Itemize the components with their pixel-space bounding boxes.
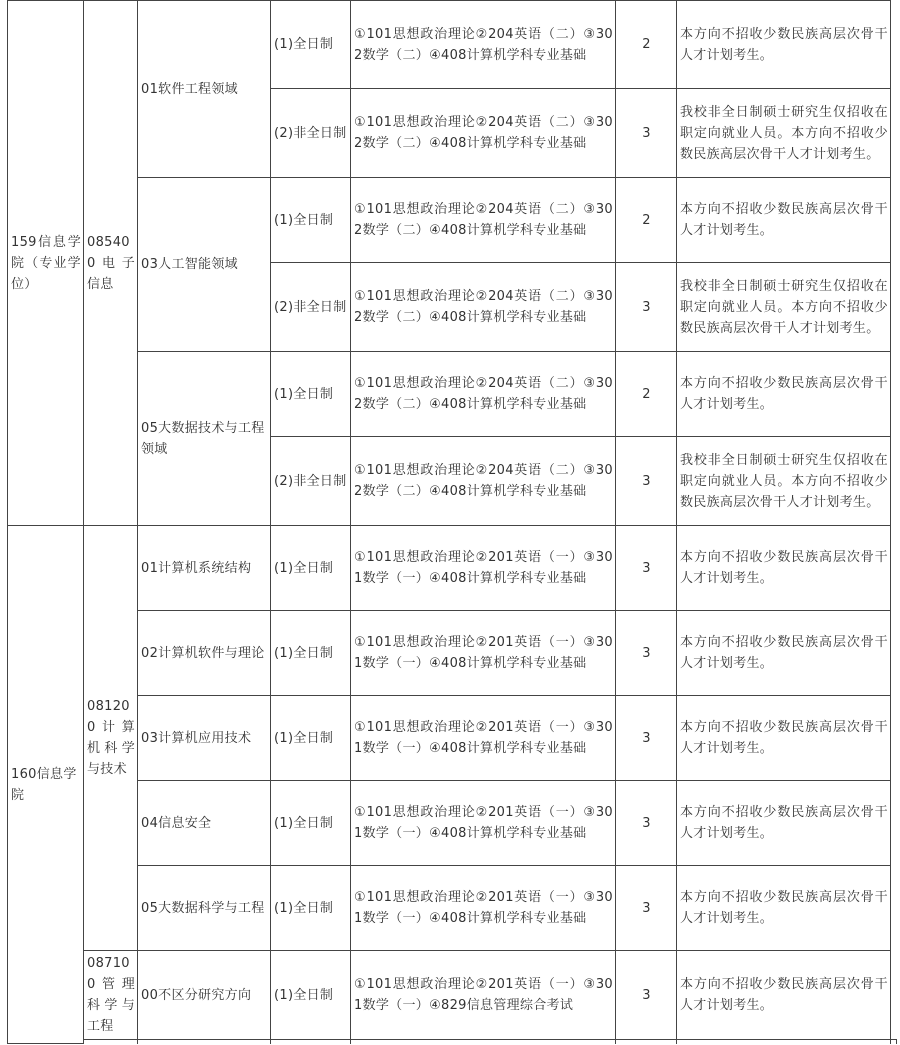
college-cell: 160信息学院 [8, 526, 84, 1044]
quota-cell: 3 [616, 89, 677, 178]
cell [677, 1040, 891, 1044]
note-cell: 本方向不招收少数民族高层次骨干人才计划考生。 [677, 696, 891, 781]
cell [616, 1040, 677, 1044]
cell [271, 1040, 351, 1044]
direction-cell: 03计算机应用技术 [138, 696, 271, 781]
study-mode-cell: (2)非全日制 [271, 89, 351, 178]
table-row [8, 781, 897, 866]
study-mode-cell: (1)全日制 [271, 866, 351, 951]
note-cell: 本方向不招收少数民族高层次骨干人才计划考生。 [677, 1, 891, 89]
study-mode-cell: (1)全日制 [271, 696, 351, 781]
study-mode-cell: (1)全日制 [271, 352, 351, 437]
note-cell: 本方向不招收少数民族高层次骨干人才计划考生。 [677, 866, 891, 951]
note-cell: 我校非全日制硕士研究生仅招收在职定向就业人员。本方向不招收少数民族高层次骨干人才计划考生。 [677, 437, 891, 526]
table-row [8, 611, 897, 696]
note-cell: 本方向不招收少数民族高层次骨干人才计划考生。 [677, 178, 891, 263]
direction-cell: 04信息安全 [138, 781, 271, 866]
direction-cell: 03人工智能领域 [138, 178, 271, 352]
direction-cell: 05大数据科学与工程 [138, 866, 271, 951]
exam-subjects-cell: ①101思想政治理论②204英语（二）③302数学（二）④408计算机学科专业基础 [351, 178, 616, 263]
exam-subjects-cell: ①101思想政治理论②204英语（二）③302数学（二）④408计算机学科专业基础 [351, 352, 616, 437]
direction-cell: 01软件工程领域 [138, 1, 271, 178]
exam-subjects-cell: ①101思想政治理论②204英语（二）③302数学（二）④408计算机学科专业基础 [351, 89, 616, 178]
table-row [8, 696, 897, 781]
note-cell: 本方向不招收少数民族高层次骨干人才计划考生。 [677, 352, 891, 437]
exam-subjects-cell: ①101思想政治理论②201英语（一）③301数学（一）④408计算机学科专业基础 [351, 526, 616, 611]
major-cell: 085400电子信息 [84, 1, 138, 526]
study-mode-cell: (1)全日制 [271, 611, 351, 696]
major-cell: 081200计算机科学与技术 [84, 526, 138, 951]
direction-cell: 02计算机软件与理论 [138, 611, 271, 696]
direction-cell: 05大数据技术与工程领域 [138, 352, 271, 526]
exam-subjects-cell: ①101思想政治理论②204英语（二）③302数学（二）④408计算机学科专业基础 [351, 1, 616, 89]
note-cell: 我校非全日制硕士研究生仅招收在职定向就业人员。本方向不招收少数民族高层次骨干人才计划考生。 [677, 263, 891, 352]
quota-cell: 2 [616, 352, 677, 437]
quota-cell: 2 [616, 1, 677, 89]
study-mode-cell: (1)全日制 [271, 781, 351, 866]
exam-subjects-cell: ①101思想政治理论②201英语（一）③301数学（一）④408计算机学科专业基础 [351, 696, 616, 781]
cell [84, 1040, 138, 1044]
table-row [8, 178, 897, 263]
quota-cell: 3 [616, 437, 677, 526]
exam-subjects-cell: ①101思想政治理论②204英语（二）③302数学（二）④408计算机学科专业基础 [351, 437, 616, 526]
exam-subjects-cell: ①101思想政治理论②201英语（一）③301数学（一）④408计算机学科专业基础 [351, 611, 616, 696]
exam-subjects-cell: ①101思想政治理论②201英语（一）③301数学（一）④829信息管理综合考试 [351, 951, 616, 1040]
table-row [8, 951, 897, 1040]
quota-cell: 3 [616, 526, 677, 611]
quota-cell: 3 [616, 263, 677, 352]
table-row [8, 352, 897, 437]
major-cell: 087100管理科学与工程 [84, 951, 138, 1040]
quota-cell: 3 [616, 866, 677, 951]
study-mode-cell: (1)全日制 [271, 178, 351, 263]
quota-cell: 3 [616, 696, 677, 781]
direction-cell: 01计算机系统结构 [138, 526, 271, 611]
study-mode-cell: (2)非全日制 [271, 437, 351, 526]
study-mode-cell: (1)全日制 [271, 1, 351, 89]
note-cell: 我校非全日制硕士研究生仅招收在职定向就业人员。本方向不招收少数民族高层次骨干人才计划考生。 [677, 89, 891, 178]
quota-cell: 3 [616, 611, 677, 696]
study-mode-cell: (1)全日制 [271, 526, 351, 611]
cell [891, 1040, 897, 1044]
note-cell: 本方向不招收少数民族高层次骨干人才计划考生。 [677, 526, 891, 611]
table-row [8, 1, 897, 89]
table-row [8, 866, 897, 951]
study-mode-cell: (1)全日制 [271, 951, 351, 1040]
quota-cell: 3 [616, 781, 677, 866]
table-row [8, 526, 897, 611]
exam-subjects-cell: ①101思想政治理论②201英语（一）③301数学（一）④408计算机学科专业基础 [351, 866, 616, 951]
note-cell: 本方向不招收少数民族高层次骨干人才计划考生。 [677, 611, 891, 696]
quota-cell: 2 [616, 178, 677, 263]
cell [351, 1040, 616, 1044]
study-mode-cell: (2)非全日制 [271, 263, 351, 352]
table-row-partial [8, 1040, 897, 1044]
direction-cell: 00不区分研究方向 [138, 951, 271, 1040]
exam-subjects-cell: ①101思想政治理论②204英语（二）③302数学（二）④408计算机学科专业基础 [351, 263, 616, 352]
college-cell: 159信息学院（专业学位） [8, 1, 84, 526]
admissions-table [7, 0, 897, 1044]
quota-cell: 3 [616, 951, 677, 1040]
note-cell: 本方向不招收少数民族高层次骨干人才计划考生。 [677, 951, 891, 1040]
note-cell: 本方向不招收少数民族高层次骨干人才计划考生。 [677, 781, 891, 866]
exam-subjects-cell: ①101思想政治理论②201英语（一）③301数学（一）④408计算机学科专业基础 [351, 781, 616, 866]
cell [138, 1040, 271, 1044]
